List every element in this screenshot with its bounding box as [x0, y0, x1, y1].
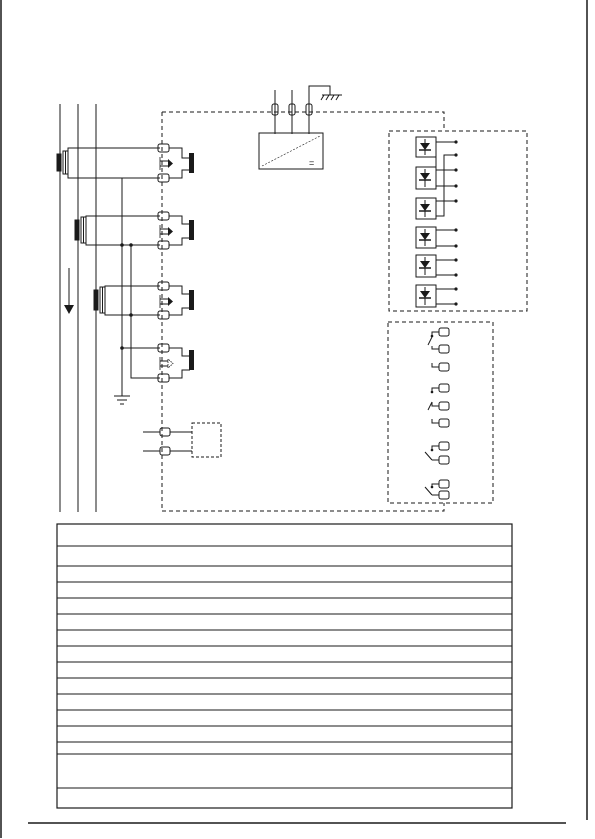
ct3-wire-top	[105, 286, 160, 288]
ground-icon	[114, 396, 130, 404]
terminal-icon	[439, 363, 449, 371]
arrow-down-icon	[64, 268, 74, 314]
terminal-icon	[439, 480, 449, 488]
diode-icon	[419, 287, 431, 305]
relay-output-1	[428, 328, 449, 371]
diode-output-5	[416, 255, 458, 277]
power-supply-symbol: =	[309, 158, 315, 168]
input-channel-2	[158, 212, 194, 249]
diode-icon	[419, 257, 431, 275]
current-transformer-icon	[57, 151, 68, 174]
ct1-wire-top	[68, 148, 160, 152]
terminal-icon	[439, 402, 449, 410]
terminal-icon	[439, 491, 449, 499]
diode-output-enclosure	[389, 131, 527, 311]
terminal-icon	[439, 419, 449, 427]
coil-icon	[189, 350, 194, 370]
terminal-icon	[439, 456, 449, 464]
terminal-icon	[439, 442, 449, 450]
parameter-table	[57, 524, 512, 808]
input-channel-3	[158, 282, 194, 319]
relay-contact-icon	[425, 446, 439, 460]
current-transformer-icon	[75, 217, 86, 243]
input-channel-1	[158, 144, 194, 182]
current-transformer-icon	[94, 287, 105, 313]
junction-dot	[129, 243, 133, 247]
relay-contact-icon	[425, 484, 439, 495]
input-channel-4	[158, 344, 194, 382]
relay-output-4	[425, 480, 449, 499]
relay-output-3	[425, 442, 449, 464]
coil-icon	[189, 290, 194, 310]
ct2-wire-top	[86, 216, 160, 218]
neutral-wire-1	[68, 178, 122, 376]
junction-dot	[120, 243, 124, 247]
junction-dot	[120, 346, 124, 350]
terminal-icon	[439, 345, 449, 353]
power-terminals	[272, 86, 330, 134]
comm-interface	[143, 423, 221, 457]
terminal-icon	[439, 384, 449, 392]
relay-contact-icon	[428, 388, 439, 423]
relay-output-enclosure	[388, 322, 493, 503]
relay-output-2	[428, 384, 449, 427]
junction-dot	[129, 313, 133, 317]
diode-icon	[419, 139, 431, 155]
neutral-wire-3	[131, 245, 160, 378]
coil-icon	[189, 153, 194, 173]
diode-icon	[419, 200, 431, 217]
coil-icon	[189, 220, 194, 240]
relay-contact-icon	[428, 332, 439, 367]
diode-icon	[419, 169, 431, 187]
diode-icon	[419, 229, 431, 246]
diode-output-1	[416, 137, 458, 172]
ct1-wire-bottom	[68, 174, 160, 178]
diode-output-6	[416, 285, 458, 307]
ground-icon	[321, 95, 342, 100]
diode-output-4	[416, 227, 458, 248]
terminal-icon	[439, 328, 449, 336]
